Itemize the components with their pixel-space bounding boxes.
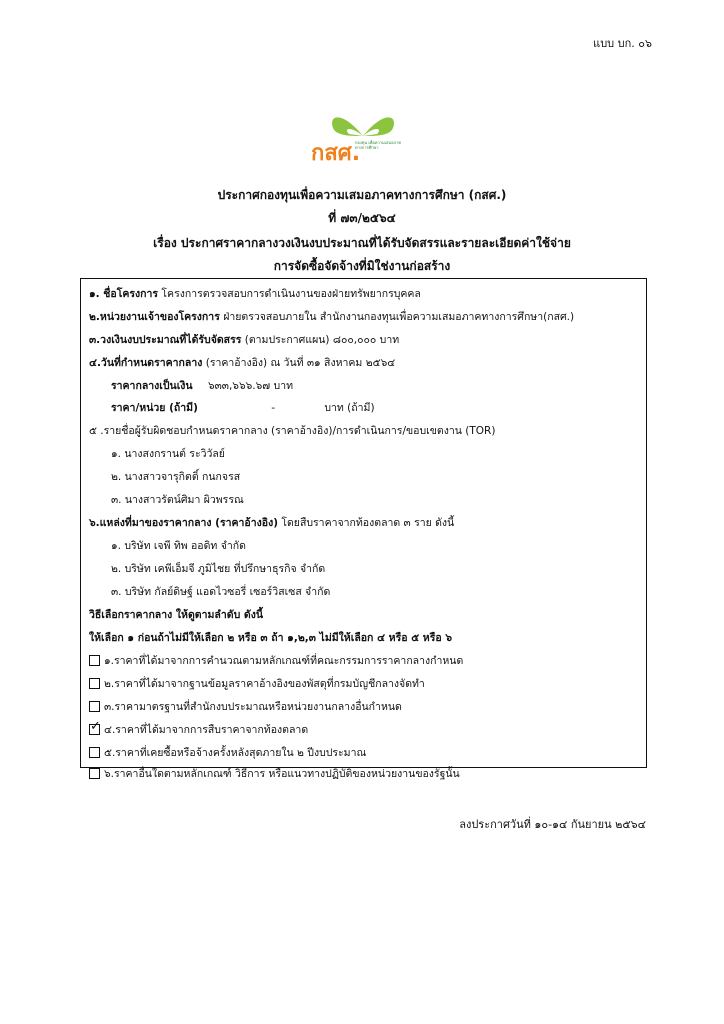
announcement-date: ลงประกาศวันที่ ๑๐-๑๔ กันยายน ๒๕๖๔ bbox=[459, 818, 646, 831]
option-checkbox-checked[interactable] bbox=[89, 719, 101, 735]
budget-label: ๓.วงเงินงบประมาณที่ได้รับจัดสรร bbox=[89, 334, 242, 346]
owner-value: ฝ่ายตรวจสอบภายใน สำนักงานกองทุนเพื่อความเสมอภาคทางการศึกษา(กสศ.) bbox=[223, 311, 575, 323]
owner-row bbox=[89, 308, 574, 325]
option-label: ๑.ราคาที่ได้มาจากการคำนวณตามหลักเกณฑ์ที่คณะกรรมการราคากลางกำหนด bbox=[104, 655, 464, 667]
source-label: ๖.แหล่งที่มาของราคากลาง (ราคาอ้างอิง) bbox=[89, 517, 278, 529]
source-vendor: ๑. บริษัท เจพี ทิพ ออดิท จำกัด bbox=[111, 540, 246, 552]
butterfly-logo-icon bbox=[303, 106, 423, 164]
project-label: ๑. ชื่อโครงการ bbox=[89, 288, 159, 300]
source-value: โดยสืบราคาจากท้องตลาด ๓ ราย ดังนี้ bbox=[281, 517, 455, 529]
option-label: ๕.ราคาที่เคยซื้อหรือจ้างครั้งหลังสุดภายใน ๒ ปีงบประมาณ bbox=[104, 747, 367, 759]
owner-label: ๒.หน่วยงานเจ้าของโครงการ bbox=[89, 311, 220, 323]
option-label: ๔.ราคาที่ได้มาจากการสืบราคาจากท้องตลาด bbox=[104, 724, 309, 736]
responsible-person: ๑. นางสงกรานต์ ระวิวัลย์ bbox=[111, 448, 225, 460]
option-1[interactable] bbox=[89, 652, 463, 669]
details-box bbox=[80, 278, 647, 780]
option-checkbox[interactable] bbox=[89, 747, 100, 758]
logo-wordmark: กสศ. bbox=[311, 141, 361, 164]
option-label: ๓.ราคามาตรฐานที่สำนักงบประมาณหรือหน่วยงานกลางอื่นกำหนด bbox=[104, 701, 402, 713]
responsible-person: ๓. นางสาวรัตน์ศิมา ผิวพรรณ bbox=[111, 494, 244, 506]
option-checkbox[interactable] bbox=[89, 678, 100, 689]
option-4[interactable] bbox=[89, 721, 308, 738]
source-vendor: ๒. บริษัท เคพีเอ็มจี ภูมิไชย ที่ปรึกษาธุรกิจ จำกัด bbox=[111, 563, 326, 575]
price-value: ๖๓๓,๖๖๖.๖๗ บาท bbox=[207, 380, 294, 392]
date-row bbox=[89, 354, 395, 371]
header-subject-cont: การจัดซื้อจัดจ้างที่มิใช่งานก่อสร้าง bbox=[273, 259, 451, 273]
date-value: (ราคาอ้างอิง) ณ วันที่ ๓๑ สิงหาคม ๒๕๖๔ bbox=[205, 357, 396, 369]
project-value: โครงการตรวจสอบการดำเนินงานของฝ่ายทรัพยากรบุคคล bbox=[161, 288, 421, 300]
budget-row bbox=[89, 331, 399, 348]
option-3[interactable] bbox=[89, 698, 402, 715]
source-row bbox=[89, 514, 454, 531]
logo-tagline: กองทุน เพื่อความเสมอภาค ทางการศึกษา bbox=[355, 140, 402, 150]
unit-row bbox=[111, 399, 375, 416]
option-checkbox[interactable] bbox=[89, 701, 100, 712]
option-2[interactable] bbox=[89, 675, 425, 692]
unit-value: บาท (ถ้ามี) bbox=[324, 402, 375, 414]
budget-value: (ตามประกาศแผน) ๘๐๐,๐๐๐ บาท bbox=[244, 334, 400, 346]
responsible-label: ๕ .รายชื่อผู้รับผิดชอบกำหนดราคากลาง (ราคาอ้างอิง)/การดำเนินการ/ขอบเขตงาน (TOR) bbox=[89, 425, 496, 437]
method-rule: ให้เลือก ๑ ก่อนถ้าไม่มีให้เลือก ๒ หรือ ๓ ถ้า ๑,๒,๓ ไม่มีให้เลือก ๔ หรือ ๕ หรือ ๖ bbox=[89, 632, 452, 644]
header-subject: เรื่อง ประกาศราคากลางวงเงินงบประมาณที่ได้รับจัดสรรและรายละเอียดค่าใช้จ่าย bbox=[153, 236, 571, 250]
option-6[interactable] bbox=[89, 765, 460, 782]
price-row bbox=[111, 377, 293, 394]
header-title: ประกาศกองทุนเพื่อความเสมอภาคทางการศึกษา (กสศ.) bbox=[217, 188, 507, 202]
unit-dash: - bbox=[271, 402, 276, 414]
form-code: แบบ บก. ๐๖ bbox=[593, 37, 652, 50]
check-mark-icon: ✓ bbox=[90, 719, 101, 734]
option-checkbox[interactable] bbox=[89, 655, 100, 666]
source-vendor: ๓. บริษัท กัลย์ดิษฐ์ แอดไวซอรี่ เซอร์วิสเซส จำกัด bbox=[111, 586, 331, 598]
unit-label: ราคา/หน่วย (ถ้ามี) bbox=[111, 402, 198, 414]
method-title: วิธีเลือกราคากลาง ให้ดูตามลำดับ ดังนี้ bbox=[89, 609, 264, 621]
option-5[interactable] bbox=[89, 744, 366, 761]
project-row bbox=[89, 285, 421, 302]
option-label: ๒.ราคาที่ได้มาจากฐานข้อมูลราคาอ้างอิงของพัสดุที่กรมบัญชีกลางจัดทำ bbox=[104, 678, 425, 690]
option-checkbox[interactable] bbox=[89, 768, 100, 779]
price-label: ราคากลางเป็นเงิน bbox=[111, 380, 193, 392]
responsible-person: ๒. นางสาวจารุกิตติ์ กนกจรส bbox=[111, 471, 241, 483]
header-number: ที่ ๗๓/๒๕๖๔ bbox=[328, 211, 396, 225]
option-label: ๖.ราคาอื่นใดตามหลักเกณฑ์ วิธีการ หรือแนวทางปฏิบัติของหน่วยงานของรัฐนั้น bbox=[104, 768, 460, 780]
date-label: ๔.วันที่กำหนดราคากลาง bbox=[89, 357, 203, 369]
